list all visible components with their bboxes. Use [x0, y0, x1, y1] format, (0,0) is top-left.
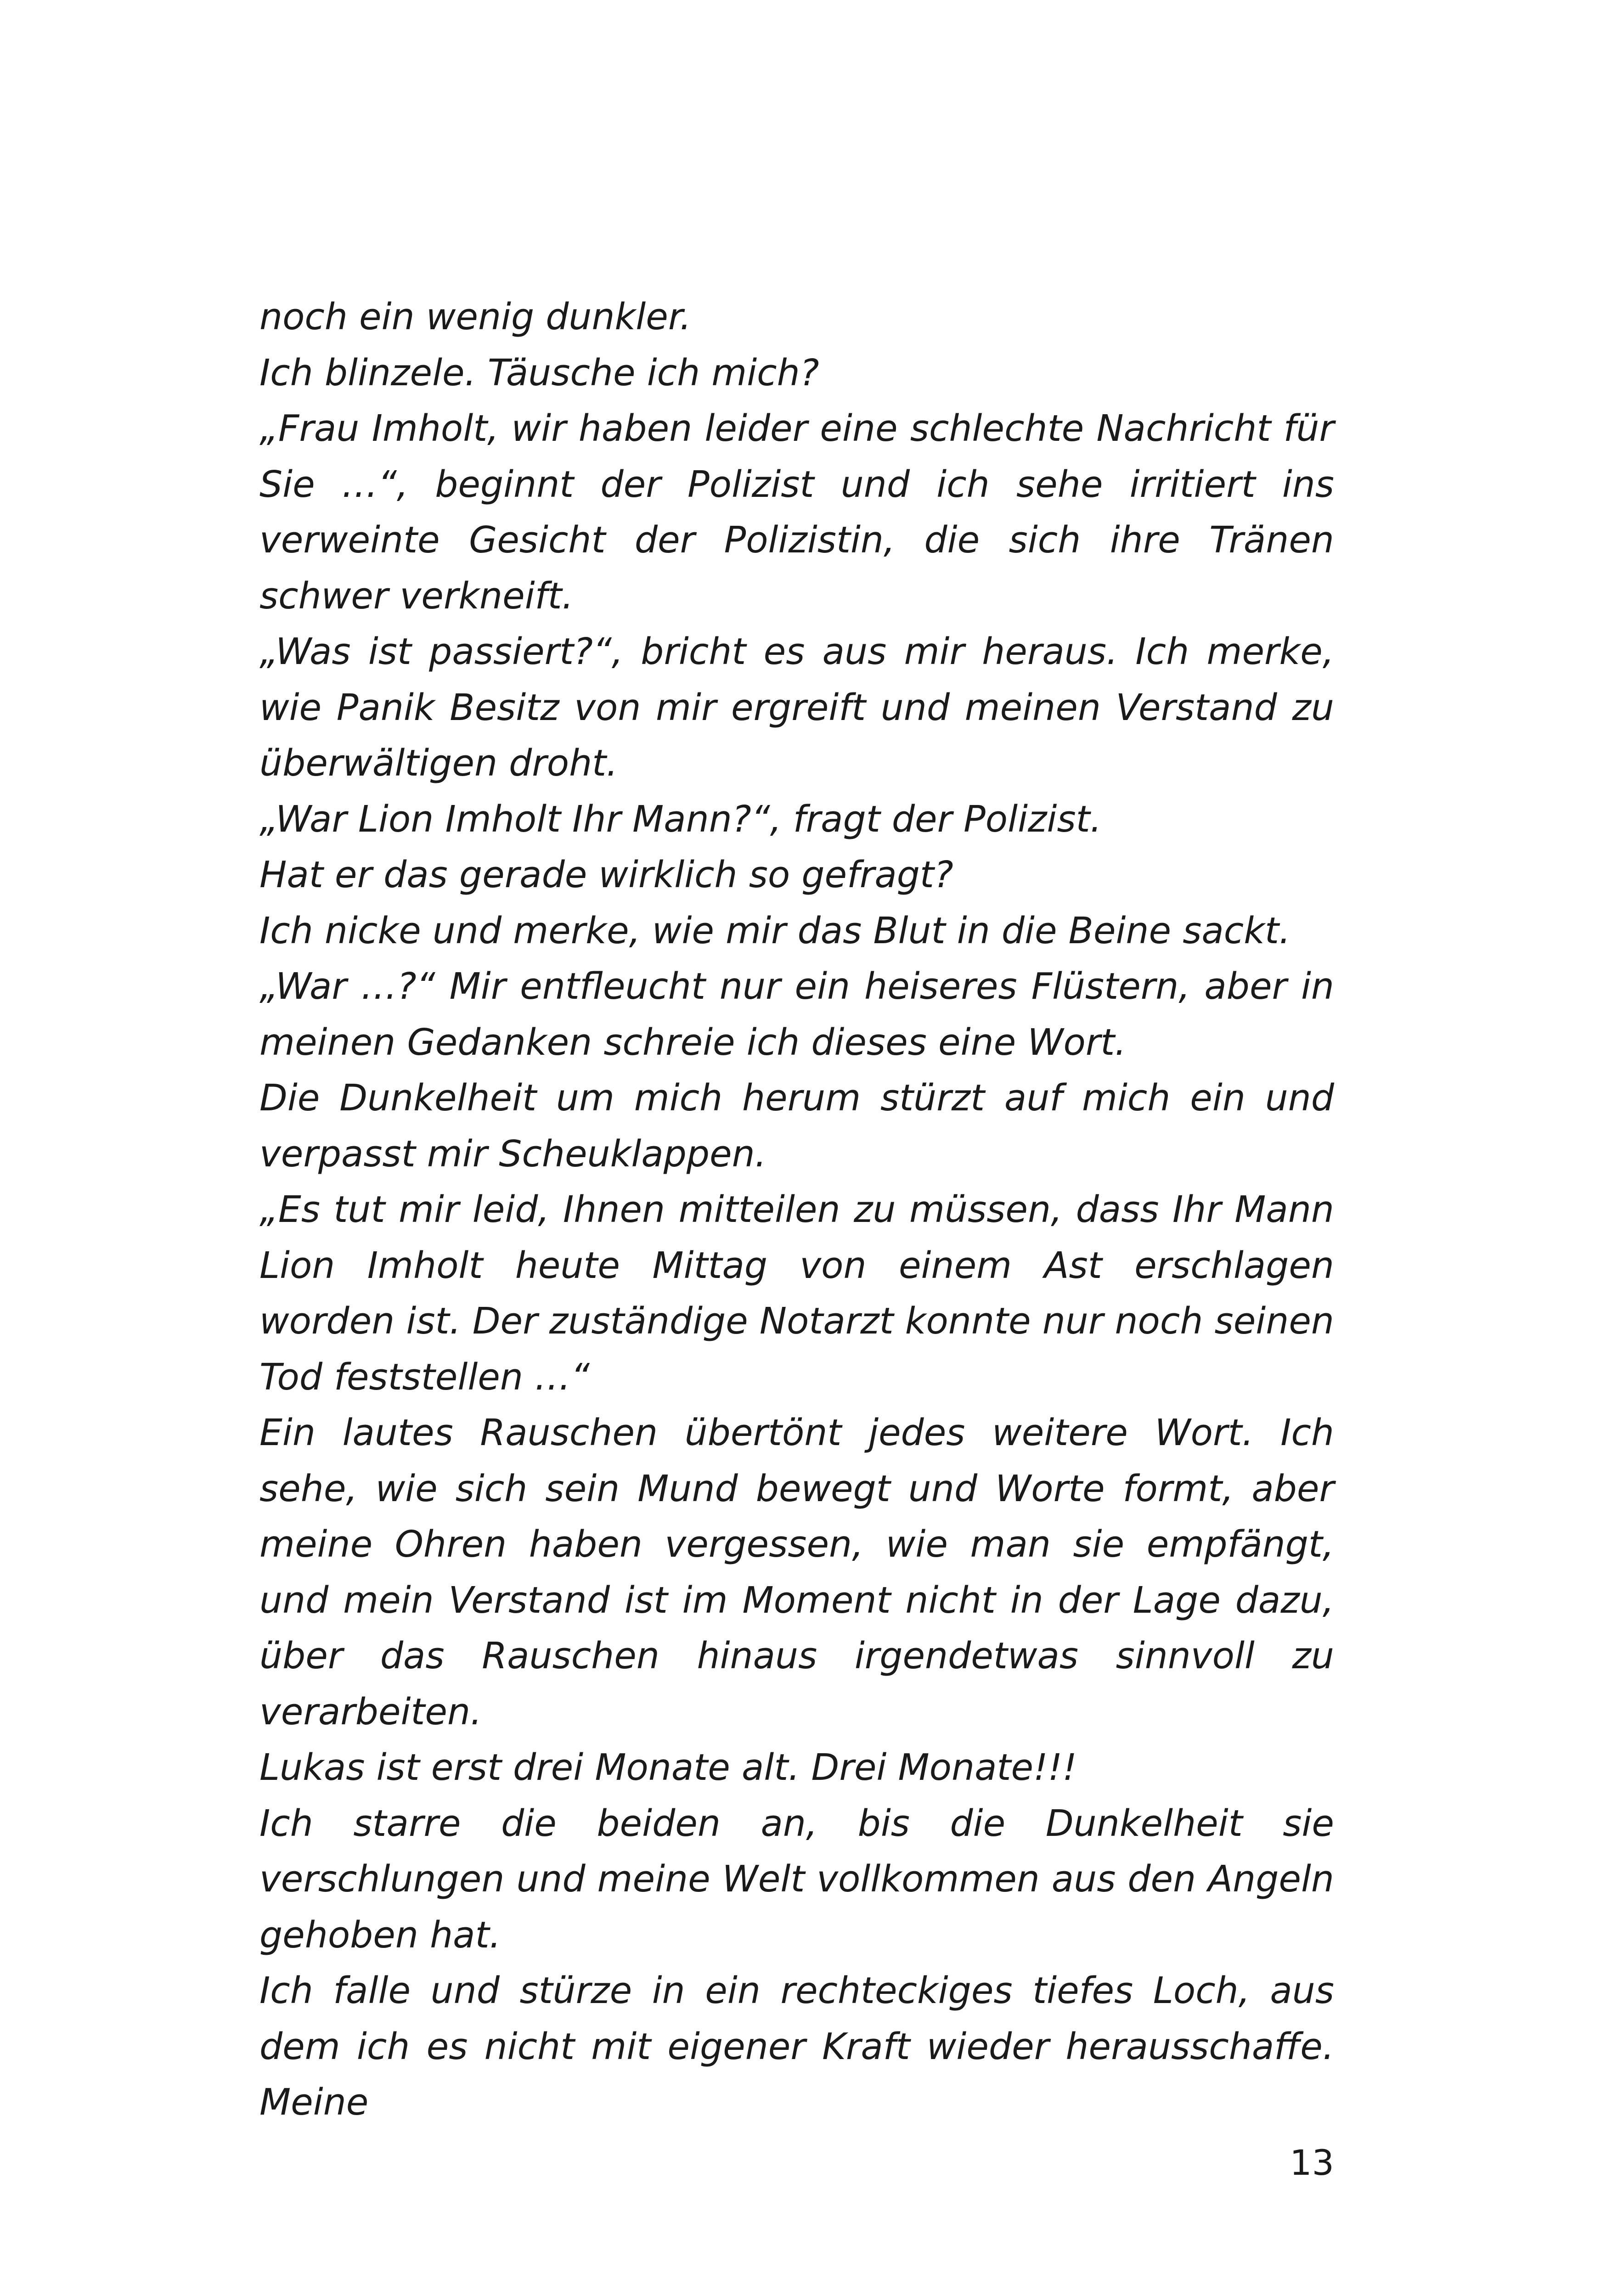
paragraph: Hat er das gerade wirklich so gefragt? — [259, 854, 953, 896]
paragraph: Ich falle und stürze in ein rechteckiges tiefes Loch, aus dem ich es nicht mit eigener Kraft wieder herausschaffe. Meine — [259, 1970, 1334, 2123]
paragraph: noch ein wenig dunkler. — [259, 296, 692, 338]
paragraph: „Frau Imholt, wir haben leider eine schlechte Nachricht für Sie …“, beginnt der Polizist und ich sehe irritiert ins verweinte Gesicht der Polizistin, die sich ihre Tränen schwer verkneift. — [259, 407, 1334, 617]
paragraph: Die Dunkelheit um mich herum stürzt auf mich ein und verpasst mir Scheuklappen. — [259, 1077, 1334, 1175]
paragraph: „Was ist passiert?“, bricht es aus mir heraus. Ich merke, wie Panik Besitz von mir ergreift und meinen Verstand zu überwältigen droht. — [259, 630, 1334, 784]
page-number: 13 — [1290, 2142, 1334, 2183]
paragraph: Ich blinzele. Täusche ich mich? — [259, 351, 819, 394]
paragraph: „Es tut mir leid, Ihnen mitteilen zu müssen, dass Ihr Mann Lion Imholt heute Mittag von einem Ast erschlagen worden ist. Der zuständige Notarzt konnte nur noch seinen Tod feststellen …“ — [259, 1188, 1334, 1398]
paragraph: Ein lautes Rauschen übertönt jedes weitere Wort. Ich sehe, wie sich sein Mund bewegt und Worte formt, aber meine Ohren haben vergessen, wie man sie empfängt, und mein Verstand ist im Moment nicht in der Lage dazu, über das Rauschen hinaus irgendetwas sinnvoll zu verarbeiten. — [259, 1412, 1334, 1733]
paragraph: Lukas ist erst drei Monate alt. Drei Monate!!! — [259, 1746, 1077, 1789]
paragraph: „War …?“ Mir entfleucht nur ein heiseres Flüstern, aber in meinen Gedanken schreie ich dieses eine Wort. — [259, 965, 1334, 1064]
paragraph: „War Lion Imholt Ihr Mann?“, fragt der Polizist. — [259, 798, 1102, 840]
paragraph: Ich starre die beiden an, bis die Dunkelheit sie verschlungen und meine Welt vollkommen aus den Angeln gehoben hat. — [259, 1802, 1334, 1956]
body-text — [259, 289, 1334, 2131]
paragraph: Ich nicke und merke, wie mir das Blut in die Beine sackt. — [259, 909, 1291, 952]
